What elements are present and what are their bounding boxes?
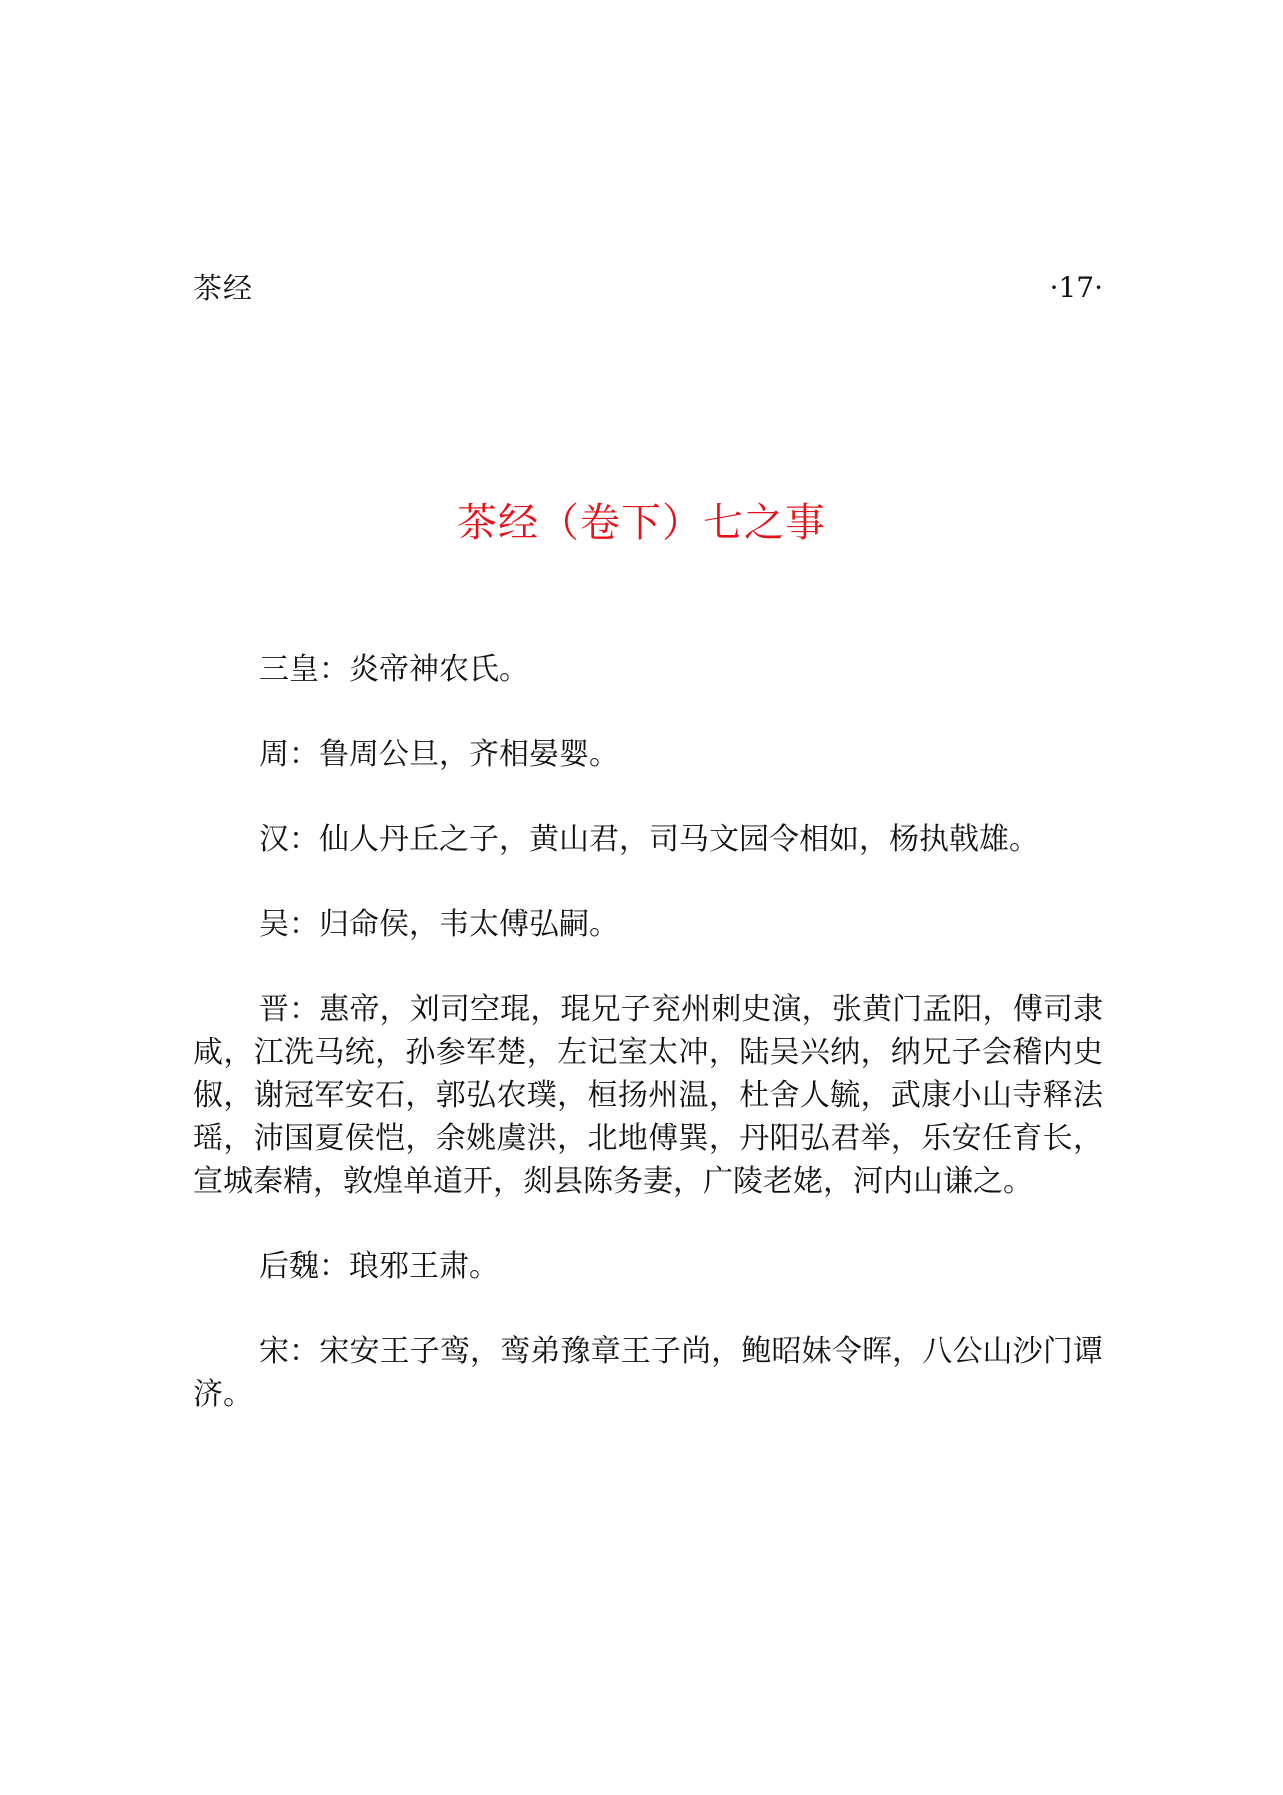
paragraph-houwei: 后魏：琅邪王肃。 <box>259 1249 499 1284</box>
paragraph-zhou: 周：鲁周公旦，齐相晏婴。 <box>259 737 619 772</box>
chapter-title: 茶经（卷下）七之事 <box>457 500 826 546</box>
book-title: 茶经 <box>193 271 254 305</box>
page-number: ·17· <box>1049 271 1103 304</box>
body-text <box>193 648 1103 1458</box>
paragraph-sanhuang: 三皇：炎帝神农氏。 <box>259 652 529 687</box>
paragraph-song: 宋：宋安王子鸾，鸾弟豫章王子尚，鲍昭妹令晖，八公山沙门谭济。 <box>193 1334 1103 1412</box>
paragraph-wu: 吴：归命侯，韦太傅弘嗣。 <box>259 907 619 942</box>
paragraph-han: 汉：仙人丹丘之子，黄山君，司马文园令相如，杨执戟雄。 <box>259 822 1039 857</box>
running-header <box>193 268 1103 308</box>
paragraph-jin: 晋：惠帝，刘司空琨，琨兄子兖州刺史演，张黄门孟阳，傅司隶咸，江洗马统，孙参军楚，左记室太冲，陆吴兴纳，纳兄子会稽内史俶，谢冠军安石，郭弘农璞，桓扬州温，杜舍人毓，武康小山寺释法瑶，沛国夏侯恺，余姚虞洪，北地傅巽，丹阳弘君举，乐安任育长，宣城秦精，敦煌单道开，剡县陈务妻，广陵老姥，河内山谦之。 <box>193 992 1103 1199</box>
